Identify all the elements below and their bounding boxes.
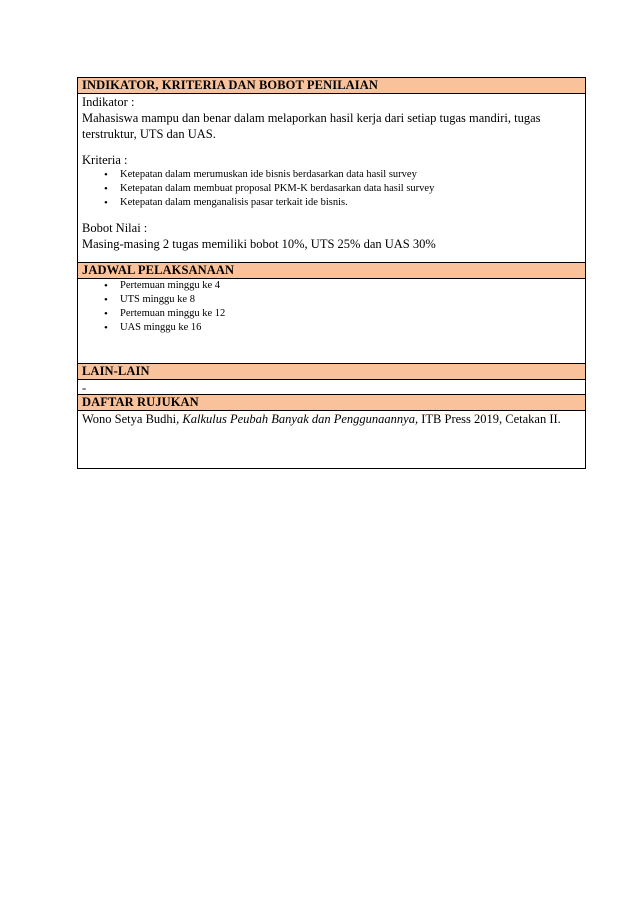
indikator-header: INDIKATOR, KRITERIA DAN BOBOT PENILAIAN [78,78,585,94]
spacer [82,210,581,220]
kriteria-item: • Ketepatan dalam merumuskan ide bisnis berdasarkan data hasil survey [120,168,581,182]
spacer [82,142,581,152]
indikator-body [78,94,585,263]
kriteria-item: • Ketepatan dalam membuat proposal PKM-K berdasarkan data hasil survey [120,182,581,196]
rujukan-book-title: Kalkulus Peubah Banyak dan Penggunaannya, [182,412,419,426]
rujukan-publisher: ITB Press 2019, Cetakan II. [418,412,561,426]
rujukan-citation [82,411,581,427]
jadwal-item: • UAS minggu ke 16 [120,321,581,335]
bobot-label: Bobot Nilai : [82,221,148,235]
lain-body [78,380,585,395]
bobot-text: Masing-masing 2 tugas memiliki bobot 10%, UTS 25% dan UAS 30% [82,237,436,251]
jadwal-item: • Pertemuan minggu ke 12 [120,307,581,321]
kriteria-label: Kriteria : [82,153,128,167]
lain-header: LAIN-LAIN [78,364,585,380]
jadwal-list [82,279,581,335]
jadwal-body [78,279,585,364]
jadwal-item: • UTS minggu ke 8 [120,293,581,307]
lain-text: - [82,381,87,395]
rujukan-author: Wono Setya Budhi, [82,412,183,426]
rujukan-header: DAFTAR RUJUKAN [78,395,585,411]
indikator-text: Mahasiswa mampu dan benar dalam melaporkan hasil kerja dari setiap tugas mandiri, tugas terstruktur, UTS dan UAS. [82,111,541,141]
kriteria-item: • Ketepatan dalam menganalisis pasar terkait ide bisnis. [120,196,581,210]
jadwal-header: JADWAL PELAKSANAAN [78,263,585,279]
indikator-label: Indikator : [82,95,135,109]
course-info-table [77,77,586,469]
kriteria-list [82,168,581,210]
rujukan-body [78,411,585,468]
jadwal-item: • Pertemuan minggu ke 4 [120,279,581,293]
